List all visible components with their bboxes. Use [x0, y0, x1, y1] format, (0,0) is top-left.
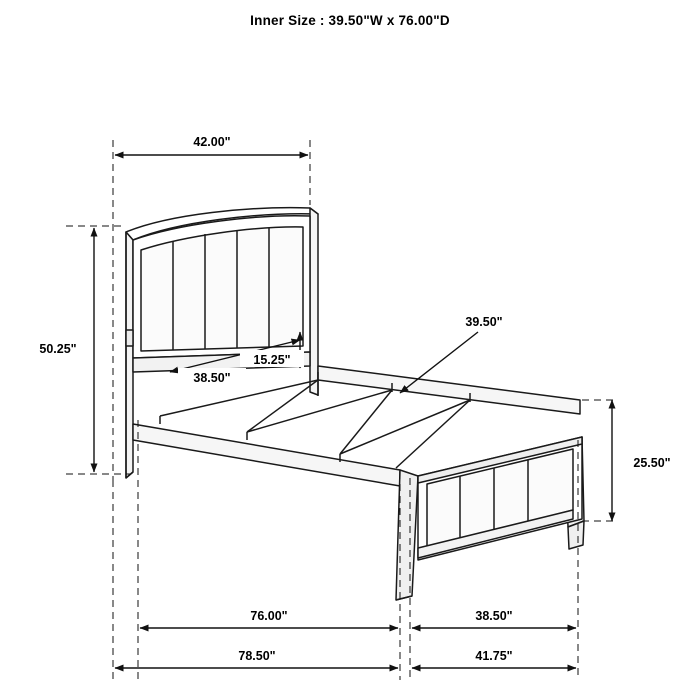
dimension-labels — [39, 132, 670, 663]
label-panel-height: 15.25" — [253, 353, 291, 367]
label-inner-length: 76.00" — [250, 609, 288, 623]
label-overall-width: 41.75" — [475, 649, 513, 663]
label-panel-width: 38.50" — [193, 371, 231, 385]
label-overall-length: 78.50" — [238, 649, 276, 663]
label-headboard-height: 50.25" — [39, 342, 77, 356]
label-footboard-width: 38.50" — [475, 609, 513, 623]
label-footboard-height: 25.50" — [633, 456, 671, 470]
page-title: Inner Size : 39.50"W x 76.00"D — [250, 13, 450, 28]
extension-lines — [66, 140, 614, 680]
label-headboard-width: 42.00" — [193, 135, 231, 149]
footboard — [396, 437, 584, 600]
bed-illustration — [126, 208, 584, 600]
label-inner-width: 39.50" — [465, 315, 503, 329]
